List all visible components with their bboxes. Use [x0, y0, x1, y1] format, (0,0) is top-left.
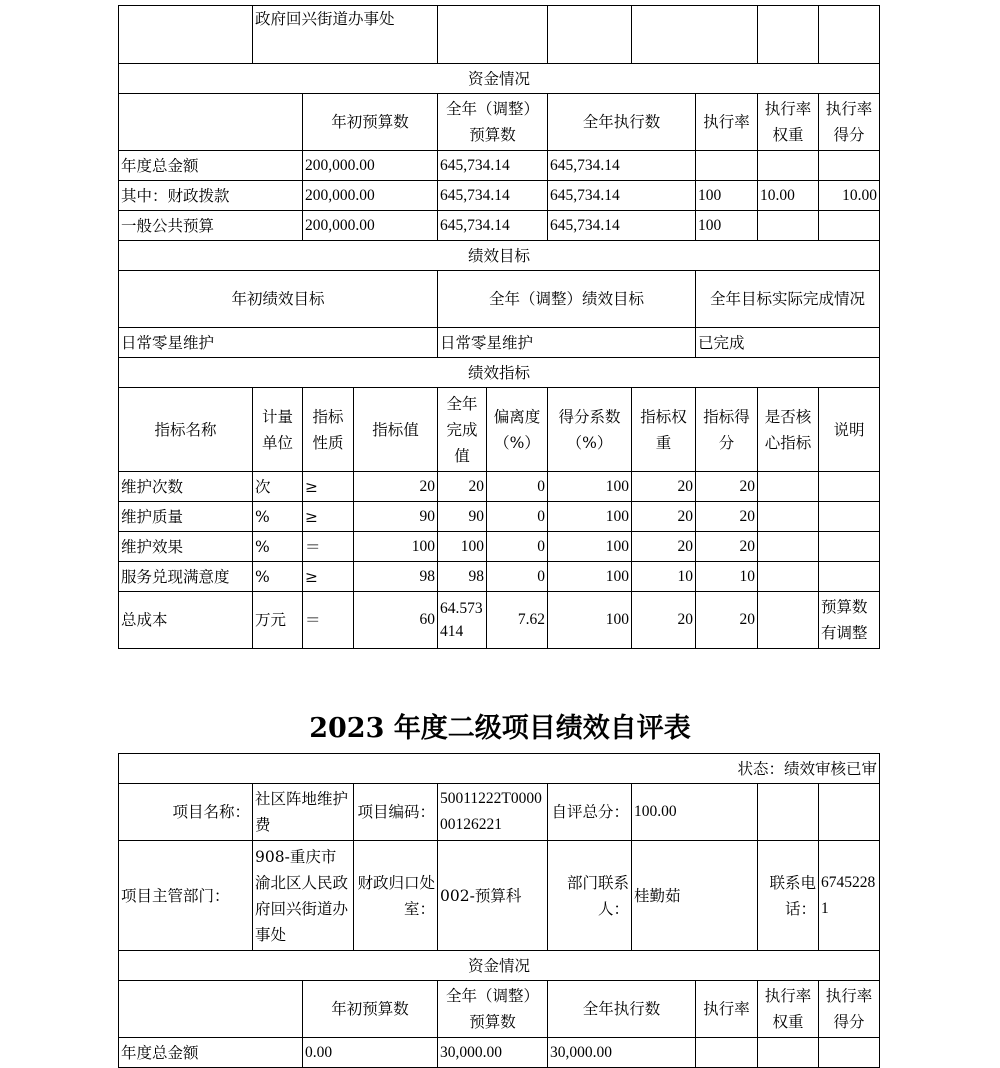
funds-weight-value — [758, 1038, 819, 1068]
col-initial-goal: 年初绩效目标 — [119, 271, 438, 328]
page-title: 2023 年度二级项目绩效自评表 — [309, 713, 691, 744]
funds-row-label: 一般公共预算 — [119, 211, 303, 241]
funds-rate-value — [696, 1038, 758, 1068]
funds-weight-value — [758, 151, 819, 181]
col-executed: 全年执行数 — [548, 981, 696, 1038]
funds-executed-value: 30,000.00 — [548, 1038, 696, 1068]
indicator-deviation: 0 — [487, 562, 548, 592]
indicator-unit: 万元 — [253, 592, 303, 649]
indicator-actual: 98 — [438, 562, 487, 592]
contact-value: 桂勤茹 — [632, 841, 758, 951]
goals-section-header: 绩效目标 — [119, 241, 880, 271]
table-row — [119, 328, 880, 358]
indicator-nature: ≥ — [303, 502, 354, 532]
indicator-score: 20 — [696, 532, 758, 562]
funds-executed-value: 645,734.14 — [548, 151, 696, 181]
col-initial-budget: 年初预算数 — [303, 981, 438, 1038]
indicator-coefficient: 100 — [548, 502, 632, 532]
dept-value: 908-重庆市渝北区人民政府回兴街道办事处 — [253, 841, 354, 951]
indicator-name: 总成本 — [119, 592, 253, 649]
table-row — [119, 181, 880, 211]
indicator-coefficient: 100 — [548, 562, 632, 592]
empty-cell — [758, 784, 819, 841]
indicator-score: 20 — [696, 472, 758, 502]
indicator-target: 60 — [354, 592, 438, 649]
funds-weight-value — [758, 211, 819, 241]
indicator-target: 98 — [354, 562, 438, 592]
indicator-name: 维护质量 — [119, 502, 253, 532]
indicator-core — [758, 562, 819, 592]
indicator-score: 20 — [696, 592, 758, 649]
funds-rate-value: 100 — [696, 181, 758, 211]
indicator-note — [819, 532, 880, 562]
table-row — [119, 211, 880, 241]
dept-value-tail: 政府回兴街道办事处 — [253, 6, 438, 64]
goal-actual-value: 已完成 — [696, 328, 880, 358]
funds-score-value — [819, 151, 880, 181]
table-row — [119, 151, 880, 181]
col-exec-rate: 执行率 — [696, 94, 758, 151]
indicator-core — [758, 472, 819, 502]
indicator-name: 维护次数 — [119, 472, 253, 502]
col-adjusted-budget: 全年（调整）预算数 — [438, 94, 548, 151]
indicator-deviation: 0 — [487, 472, 548, 502]
finance-office-value: 002-预算科 — [438, 841, 548, 951]
indicator-score: 10 — [696, 562, 758, 592]
goal-adjusted-value: 日常零星维护 — [438, 328, 696, 358]
indicator-unit: % — [253, 502, 303, 532]
col-core-indicator: 是否核心指标 — [758, 388, 819, 472]
indicator-nature: ≥ — [303, 562, 354, 592]
table-row — [119, 472, 880, 502]
indicator-nature: ≥ — [303, 472, 354, 502]
col-exec-rate: 执行率 — [696, 981, 758, 1038]
funds-adjusted-value: 645,734.14 — [438, 181, 548, 211]
dept-label-cell — [119, 6, 253, 64]
indicator-score: 20 — [696, 502, 758, 532]
funds-row-label: 年度总金额 — [119, 151, 303, 181]
total-score-value: 100.00 — [632, 784, 758, 841]
empty-cell — [632, 6, 758, 64]
funds-adjusted-value: 645,734.14 — [438, 211, 548, 241]
col-executed: 全年执行数 — [548, 94, 696, 151]
funds-weight-value: 10.00 — [758, 181, 819, 211]
col-unit: 计量单位 — [253, 388, 303, 472]
indicator-weight: 20 — [632, 532, 696, 562]
empty-cell — [819, 784, 880, 841]
col-indicator-weight: 指标权重 — [632, 388, 696, 472]
funds-row-label: 其中：财政拨款 — [119, 181, 303, 211]
indicator-weight: 20 — [632, 472, 696, 502]
col-adjusted-goal: 全年（调整）绩效目标 — [438, 271, 696, 328]
funds-section-header: 资金情况 — [119, 951, 880, 981]
col-coefficient: 得分系数（%） — [548, 388, 632, 472]
col-target: 指标值 — [354, 388, 438, 472]
indicator-note — [819, 472, 880, 502]
performance-table-project — [118, 753, 880, 1068]
indicator-weight: 20 — [632, 592, 696, 649]
funds-initial-value: 0.00 — [303, 1038, 438, 1068]
indicator-coefficient: 100 — [548, 592, 632, 649]
col-adjusted-budget: 全年（调整）预算数 — [438, 981, 548, 1038]
indicator-note — [819, 502, 880, 532]
project-name-label: 项目名称： — [119, 784, 253, 841]
total-score-label: 自评总分： — [548, 784, 632, 841]
dept-label: 项目主管部门： — [119, 841, 253, 951]
col-rate-weight: 执行率权重 — [758, 981, 819, 1038]
project-code-label: 项目编码： — [354, 784, 438, 841]
indicator-unit: 次 — [253, 472, 303, 502]
indicator-core — [758, 502, 819, 532]
indicator-target: 20 — [354, 472, 438, 502]
project-code-value: 50011222T000000126221 — [438, 784, 548, 841]
indicator-unit: % — [253, 562, 303, 592]
empty-cell — [819, 6, 880, 64]
goal-initial-value: 日常零星维护 — [119, 328, 438, 358]
indicator-actual: 20 — [438, 472, 487, 502]
phone-label: 联系电话： — [758, 841, 819, 951]
indicator-actual: 64.573414 — [438, 592, 487, 649]
project-name-value: 社区阵地维护费 — [253, 784, 354, 841]
table-row — [119, 562, 880, 592]
funds-adjusted-value: 30,000.00 — [438, 1038, 548, 1068]
funds-score-value — [819, 1038, 880, 1068]
funds-rate-value — [696, 151, 758, 181]
table-row — [119, 592, 880, 649]
col-rate-score: 执行率得分 — [819, 94, 880, 151]
funds-executed-value: 645,734.14 — [548, 181, 696, 211]
indicator-nature: ＝ — [303, 592, 354, 649]
contact-label: 部门联系人： — [548, 841, 632, 951]
funds-row-label: 年度总金额 — [119, 1038, 303, 1068]
indicator-target: 100 — [354, 532, 438, 562]
col-initial-budget: 年初预算数 — [303, 94, 438, 151]
funds-adjusted-value: 645,734.14 — [438, 151, 548, 181]
indicator-deviation: 7.62 — [487, 592, 548, 649]
funds-executed-value: 645,734.14 — [548, 211, 696, 241]
table-row — [119, 532, 880, 562]
empty-cell — [438, 6, 548, 64]
col-rate-weight: 执行率权重 — [758, 94, 819, 151]
funds-corner-cell — [119, 981, 303, 1038]
indicator-deviation: 0 — [487, 532, 548, 562]
table-row — [119, 502, 880, 532]
indicator-note: 预算数有调整 — [819, 592, 880, 649]
indicator-weight: 20 — [632, 502, 696, 532]
col-rate-score: 执行率得分 — [819, 981, 880, 1038]
indicator-unit: % — [253, 532, 303, 562]
col-indicator-score: 指标得分 — [696, 388, 758, 472]
indicator-coefficient: 100 — [548, 472, 632, 502]
table-row — [119, 1038, 880, 1068]
indicator-core — [758, 592, 819, 649]
indicator-name: 服务兑现满意度 — [119, 562, 253, 592]
col-nature: 指标性质 — [303, 388, 354, 472]
funds-corner-cell — [119, 94, 303, 151]
indicator-note — [819, 562, 880, 592]
indicator-nature: ＝ — [303, 532, 354, 562]
empty-cell — [548, 6, 632, 64]
funds-section-header: 资金情况 — [119, 64, 880, 94]
funds-score-value: 10.00 — [819, 181, 880, 211]
col-indicator-name: 指标名称 — [119, 388, 253, 472]
empty-cell — [758, 6, 819, 64]
indicator-name: 维护效果 — [119, 532, 253, 562]
status-text: 状态：绩效审核已审 — [119, 754, 880, 784]
performance-table-continued — [118, 5, 880, 649]
indicator-actual: 100 — [438, 532, 487, 562]
col-actual: 全年完成值 — [438, 388, 487, 472]
col-note: 说明 — [819, 388, 880, 472]
phone-value: 67452281 — [819, 841, 880, 951]
indicator-coefficient: 100 — [548, 532, 632, 562]
indicator-deviation: 0 — [487, 502, 548, 532]
indicator-weight: 10 — [632, 562, 696, 592]
indicator-target: 90 — [354, 502, 438, 532]
indicators-section-header: 绩效指标 — [119, 358, 880, 388]
indicator-actual: 90 — [438, 502, 487, 532]
col-actual-goal: 全年目标实际完成情况 — [696, 271, 880, 328]
funds-initial-value: 200,000.00 — [303, 181, 438, 211]
finance-office-label: 财政归口处室： — [354, 841, 438, 951]
funds-initial-value: 200,000.00 — [303, 211, 438, 241]
funds-initial-value: 200,000.00 — [303, 151, 438, 181]
col-deviation: 偏离度（%） — [487, 388, 548, 472]
funds-score-value — [819, 211, 880, 241]
funds-rate-value: 100 — [696, 211, 758, 241]
indicator-core — [758, 532, 819, 562]
